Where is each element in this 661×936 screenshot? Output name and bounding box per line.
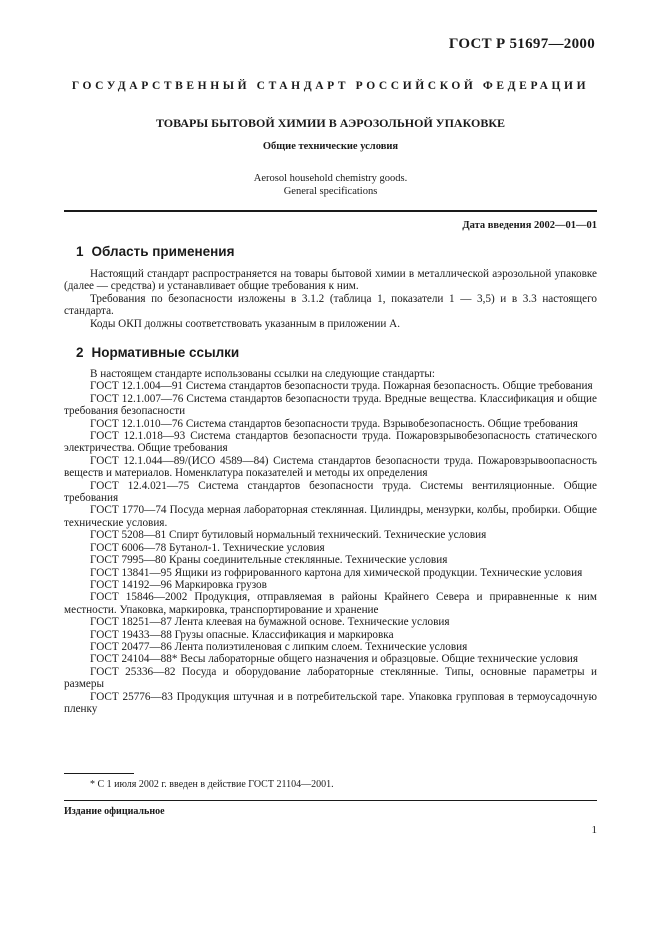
reference-item: ГОСТ 12.1.044—89/(ИСО 4589—84) Система стандартов безопасности труда. Пожаровзрывоопасность веществ и материалов. Номенклатура показателей и методы их определения	[64, 454, 597, 480]
reference-item: ГОСТ 12.1.007—76 Система стандартов безопасности труда. Вредные вещества. Классификация и общие требования безопасности	[64, 392, 597, 418]
english-title-line-2: General specifications	[283, 186, 378, 197]
reference-item: ГОСТ 6006—78 Бутанол-1. Технические условия	[90, 541, 325, 554]
reference-item: ГОСТ 14192—96 Маркировка грузов	[90, 578, 267, 591]
reference-item: ГОСТ 12.1.010—76 Система стандартов безопасности труда. Взрывобезопасность. Общие требования	[90, 417, 578, 430]
reference-item: ГОСТ 12.1.004—91 Система стандартов безопасности труда. Пожарная безопасность. Общие требования	[90, 380, 593, 393]
reference-item: ГОСТ 15846—2002 Продукция, отправляемая в районы Крайнего Севера и приравненные к ним местности. Упаковка, маркировка, транспортирование и хранение	[64, 591, 597, 616]
section-2-body	[64, 368, 597, 715]
footnote-divider	[64, 773, 134, 774]
section-2-title: Нормативные ссылки	[91, 345, 240, 360]
page-number: 1	[591, 824, 597, 836]
state-standard-banner: ГОСУДАРСТВЕННЫЙ СТАНДАРТ РОССИЙСКОЙ ФЕДЕРАЦИИ	[71, 80, 590, 92]
document-subtitle: Общие технические условия	[262, 141, 399, 152]
section-1-body	[64, 268, 597, 330]
reference-item: ГОСТ 18251—87 Лента клеевая на бумажной основе. Технические условия	[90, 616, 450, 629]
english-title-line-1: Aerosol household chemistry goods.	[253, 173, 408, 184]
reference-item: ГОСТ 25336—82 Посуда и оборудование лабораторные стеклянные. Типы, основные параметры и размеры	[64, 665, 597, 691]
section-1-title: Область применения	[91, 244, 235, 259]
footnote: * С 1 июля 2002 г. введен в действие ГОСТ 21104—2001.	[90, 779, 334, 790]
reference-item: ГОСТ 19433—88 Грузы опасные. Классификация и маркировка	[90, 628, 394, 641]
english-title	[64, 172, 597, 198]
edition-divider	[64, 800, 597, 801]
document-title: ТОВАРЫ БЫТОВОЙ ХИМИИ В АЭРОЗОЛЬНОЙ УПАКОВКЕ	[155, 116, 506, 130]
paragraph: В настоящем стандарте использованы ссылки на следующие стандарты:	[90, 368, 435, 380]
paragraph: Требования по безопасности изложены в 3.1.2 (таблица 1, показатели 1 — 3,5) и в 3.3 настоящего стандарта.	[64, 292, 597, 318]
standard-code: ГОСТ Р 51697—2000	[448, 36, 595, 52]
reference-item: ГОСТ 20477—86 Лента полиэтиленовая с липким слоем. Технические условия	[90, 640, 468, 653]
section-1-number: 1	[76, 244, 84, 259]
reference-item: ГОСТ 13841—95 Ящики из гофрированного картона для химической продукции. Технические условия	[90, 566, 583, 579]
reference-item: ГОСТ 12.1.018—93 Система стандартов безопасности труда. Пожаровзрывобезопасность статического электричества. Общие требования	[64, 430, 597, 455]
section-2-number: 2	[76, 345, 84, 360]
section-1-heading	[76, 244, 234, 259]
reference-item: ГОСТ 5208—81 Спирт бутиловый нормальный технический. Технические условия	[90, 529, 487, 542]
reference-item: ГОСТ 12.4.021—75 Система стандартов безопасности труда. Системы вентиляционные. Общие требования	[64, 479, 597, 505]
edition-label: Издание официальное	[64, 806, 165, 817]
section-2-heading	[76, 345, 239, 360]
paragraph: Настоящий стандарт распространяется на товары бытовой химии в металлической аэрозольной упаковке (далее — средства) и устанавливает общие требования к ним.	[64, 268, 597, 293]
reference-item: ГОСТ 1770—74 Посуда мерная лабораторная стеклянная. Цилиндры, мензурки, колбы, пробирки. Общие технические условия.	[64, 504, 597, 529]
title-divider	[64, 210, 597, 212]
reference-item: ГОСТ 25776—83 Продукция штучная и в потребительской таре. Упаковка групповая в термоусадочную пленку	[64, 690, 597, 715]
reference-item: ГОСТ 24104—88* Весы лабораторные общего назначения и образцовые. Общие технические условия	[90, 653, 579, 666]
paragraph: Коды ОКП должны соответствовать указанным в приложении А.	[90, 317, 401, 330]
reference-item: ГОСТ 7995—80 Краны соединительные стеклянные. Технические условия	[90, 554, 448, 567]
introduction-date: Дата введения 2002—01—01	[462, 220, 597, 231]
